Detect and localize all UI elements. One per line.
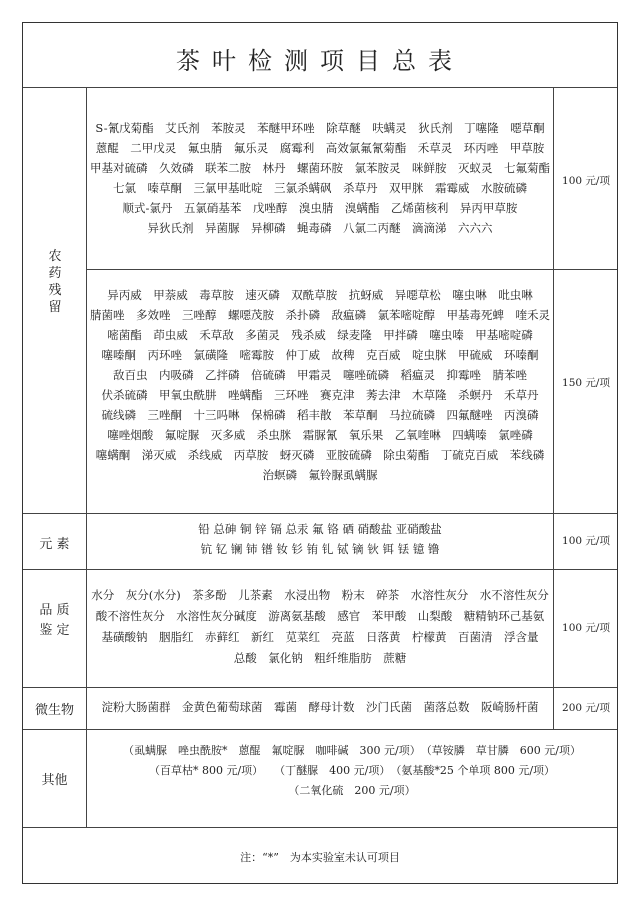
list-item: 治螟磷 氟铃脲虱螨脲 bbox=[262, 468, 378, 482]
list-item: 铅 总砷 铜 锌 镉 总汞 氟 铬 硒 硝酸盐 亚硝酸盐 bbox=[198, 522, 442, 536]
pesticide-list-2 bbox=[87, 285, 553, 485]
list-item: 敌百虫 内吸磷 乙拌磷 倍硫磷 甲霜灵 噻唑硫磷 稻瘟灵 抑霉唑 腈苯唑 bbox=[113, 368, 527, 382]
list-item: 伏杀硫磷 甲氧虫酰肼 唑螨酯 三环唑 赛克津 莠去津 木草隆 杀螟丹 禾草丹 bbox=[101, 388, 539, 402]
list-item: 钪 钇 镧 铈 镨 钕 钐 铕 钆 铽 镝 钬 铒 铥 镱 镥 bbox=[200, 542, 440, 556]
list-item: 总酸 氯化钠 粗纤维脂肪 蔗糖 bbox=[233, 651, 407, 665]
divider bbox=[23, 569, 617, 570]
list-item: 嘧菌酯 茚虫威 禾草敌 多菌灵 残杀威 绿麦隆 甲拌磷 噻虫嗪 甲基嘧啶磷 bbox=[107, 328, 533, 342]
list-item: 蒽醌 二甲戊灵 氟虫腈 氟乐灵 腐霉利 高效氯氟氰菊酯 禾草灵 环丙唑 甲草胺 bbox=[95, 141, 545, 155]
list-item: 基磺酸钠 胭脂红 赤藓红 新红 苋菜红 亮蓝 日落黄 柠檬黄 百菌清 浮含量 bbox=[101, 630, 539, 644]
pesticide-list-1 bbox=[87, 118, 553, 238]
list-item: （百草枯* 800 元/项） （丁醚脲 400 元/项） （氨基酸*25 个单项 800 元/项） bbox=[148, 764, 556, 777]
list-item: 噻螨酮 涕灭威 杀线威 丙草胺 蚜灭磷 亚胺硫磷 除虫菊酯 丁硫克百威 苯线磷 bbox=[95, 448, 545, 462]
list-item: S-氰戊菊酯 艾氏剂 苯胺灵 苯醚甲环唑 除草醚 呋螨灵 狄氏剂 丁噻隆 噁草酮 bbox=[95, 121, 545, 135]
category-elements: 元 素 bbox=[39, 537, 70, 552]
list-item: 顺式-氯丹 五氯硝基苯 戊唑醇 溴虫腈 溴螨酯 乙烯菌核利 异丙甲草胺 bbox=[122, 201, 518, 215]
price-elements: 100 元/项 bbox=[562, 535, 610, 547]
category-quality: 品 质 鉴 定 bbox=[39, 603, 70, 638]
list-item: 噻嗪酮 丙环唑 氯磺隆 嘧霉胺 仲丁威 故稗 克百威 啶虫脒 甲硫威 环嗪酮 bbox=[101, 348, 539, 362]
divider bbox=[23, 87, 617, 88]
price-micro: 200 元/项 bbox=[562, 702, 610, 714]
divider bbox=[23, 729, 617, 730]
divider bbox=[86, 269, 617, 270]
list-item: 淀粉大肠菌群 金黄色葡萄球菌 霉菌 酵母计数 沙门氏菌 菌落总数 阪崎肠杆菌 bbox=[101, 700, 539, 714]
footnote: 注：“*” 为本实验室未认可项目 bbox=[240, 851, 400, 864]
divider bbox=[23, 687, 617, 688]
quality-list bbox=[87, 585, 553, 669]
price-pesticide-2: 150 元/项 bbox=[562, 377, 610, 389]
price-quality: 100 元/项 bbox=[562, 622, 610, 634]
micro-list bbox=[87, 697, 553, 717]
list-item: 甲基对硫磷 久效磷 联苯二胺 林丹 螺菌环胺 氯苯胺灵 咪鲜胺 灭蚁灵 七氟菊酯 bbox=[90, 161, 550, 175]
list-item: 酸不溶性灰分 水溶性灰分碱度 游离氨基酸 感官 苯甲酸 山梨酸 糖精钠环己基氨 bbox=[95, 609, 545, 623]
elements-list bbox=[87, 519, 553, 559]
inspection-table bbox=[22, 22, 618, 884]
list-item: 七氯 嗪草酮 三氯甲基吡啶 三氯杀螨砜 杀草丹 双甲脒 霜霉威 水胺硫磷 bbox=[113, 181, 527, 195]
other-list bbox=[87, 741, 617, 801]
list-item: 异丙威 甲萘威 毒草胺 速灭磷 双酰草胺 抗蚜威 异噁草松 噻虫啉 吡虫啉 bbox=[107, 288, 533, 302]
list-item: （二氧化硫 200 元/项） bbox=[288, 784, 416, 797]
list-item: 噻唑烟酸 氟啶脲 灭多威 杀虫脒 霜脲氰 氧乐果 乙氧喹啉 四螨嗪 氯唑磷 bbox=[107, 428, 533, 442]
list-item: 异狄氏剂 异菌脲 异柳磷 蝇毒磷 八氯二丙醚 滴滴涕 六六六 bbox=[147, 221, 493, 235]
list-item: 腈菌唑 多效唑 三唑醇 螺噁茂胺 杀扑磷 敌瘟磷 氯苯嘧啶醇 甲基毒死蜱 喹禾灵 bbox=[90, 308, 550, 322]
list-item: （虱螨脲 唑虫酰胺* 蒽醌 氟啶脲 咖啡碱 300 元/项） （草铵膦 草甘膦 600 元/项） bbox=[123, 744, 581, 757]
category-pesticide: 农药残留 bbox=[48, 249, 62, 315]
page-title: 茶叶检测项目总表 bbox=[176, 47, 464, 75]
list-item: 水分 灰分(水分) 茶多酚 儿茶素 水浸出物 粉末 碎茶 水溶性灰分 水不溶性灰分 bbox=[91, 588, 549, 602]
divider bbox=[23, 827, 617, 828]
divider bbox=[23, 513, 617, 514]
category-micro: 微生物 bbox=[34, 703, 74, 718]
price-pesticide-1: 100 元/项 bbox=[562, 175, 610, 187]
list-item: 硫线磷 三唑酮 十三吗啉 保棉磷 稻丰散 苯草酮 马拉硫磷 四氟醚唑 丙溴磷 bbox=[101, 408, 539, 422]
category-other: 其他 bbox=[41, 773, 68, 788]
